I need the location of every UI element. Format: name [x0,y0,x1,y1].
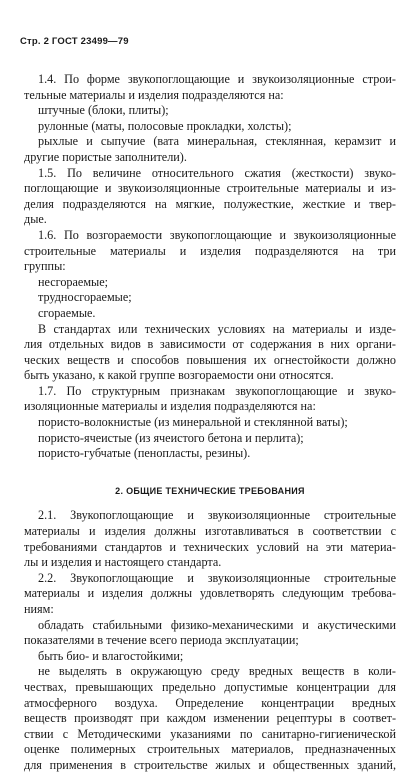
text-line: быть указано, к какой группе возгораемости они относятся. [24,368,334,383]
text-line: оценке полимерных строительных материалов, предназначенных [24,742,396,757]
text-line: 1.4. По форме звукопоглощающие и звукоизоляционные строи- [38,72,396,86]
text-line: делия подразделяются на мягкие, полужесткие, жесткие и твер- [24,196,396,211]
text-line: материалы и изделия должны удовлетворять следующим требова- [24,586,396,601]
text-line: не выделять в окружающую среду вредных веществ в коли- [38,664,396,679]
text-line: группы: [24,259,66,274]
text-line: поглощающие и звукоизоляционные строительные материалы и из- [24,181,396,196]
text-line: строительные материалы и изделия подразделяются на три [24,243,396,258]
text-line: пористо-ячеистые (из ячеистого бетона и перлита); [38,430,304,445]
text-line: быть био- и влагостойкими; [38,648,184,663]
text-line: тельные материалы и изделия подразделяются на: [24,87,284,102]
document-body [24,72,396,774]
text-line: несгораемые; [38,274,109,289]
text-line: лы и изделия и настоящего стандарта. [24,555,222,570]
section-gap [24,462,396,474]
text-line: для применения в строительстве жилых и общественных зданий, [24,757,396,772]
text-line: 1.7. По структурным признакам звукопоглощающие и звуко- [38,383,396,398]
text-line: В стандартах или технических условиях на материалы и изде- [38,321,396,336]
text-line: пористо-губчатые (пенопласты, резины). [38,446,251,461]
text-line: штучные (блоки, плиты); [38,103,169,118]
text-line: трудносгораемые; [38,290,132,305]
text-line: рулонные (маты, полосовые прокладки, холсты); [38,118,292,133]
text-line: сгораемые. [38,305,96,320]
text-line: рыхлые и сыпучие (вата минеральная, стеклянная, керамзит и [38,134,396,149]
text-line: ниям: [24,602,54,616]
text-line: материалы и изделия должны изготавливаться в соответствии с [24,524,396,539]
text-line: 1.6. По возгораемости звукопоглощающие и звукоизоляционные [38,227,396,242]
text-line: чествах, превышающих предельно допустимые концентрации для [24,679,396,694]
page-header: Стр. 2 ГОСТ 23499—79 [20,36,129,47]
text-line: веществ производят при каждом изменении рецептуры в соответ- [24,711,396,726]
text-line: лия отдельных видов в зависимости от содержания в них органи- [24,337,396,352]
text-line: показателями в течение всего периода эксплуатации; [24,633,299,648]
text-line: изоляционные материалы и изделия подразделяются на: [24,399,316,414]
text-line: другие пористые заполнители). [24,149,187,164]
section-heading: 2. ОБЩИЕ ТЕХНИЧЕСКИЕ ТРЕБОВАНИЯ [115,485,305,496]
text-line: дые. [24,212,47,227]
text-line: 1.5. По величине относительного сжатия (жесткости) звуко- [38,165,396,180]
text-line: ческих веществ и способов повышения их огнестойкости должно [24,352,396,367]
text-line: 2.2. Звукопоглощающие и звукоизоляционные строительные [38,570,396,585]
text-line: требованиями стандартов и технических условий на эти материа- [24,539,396,554]
text-line: обладать стабильными физико-механическими и акустическими [38,617,396,632]
text-line: атмосферного воздуха. Определение концентрации вредных [24,695,396,710]
text-line: ствии с Методическими указаниями по санитарно-гигиенической [24,726,396,741]
text-line: пористо-волокнистые (из минеральной и стеклянной ваты); [38,415,348,430]
text-line: 2.1. Звукопоглощающие и звукоизоляционные строительные [38,508,396,523]
